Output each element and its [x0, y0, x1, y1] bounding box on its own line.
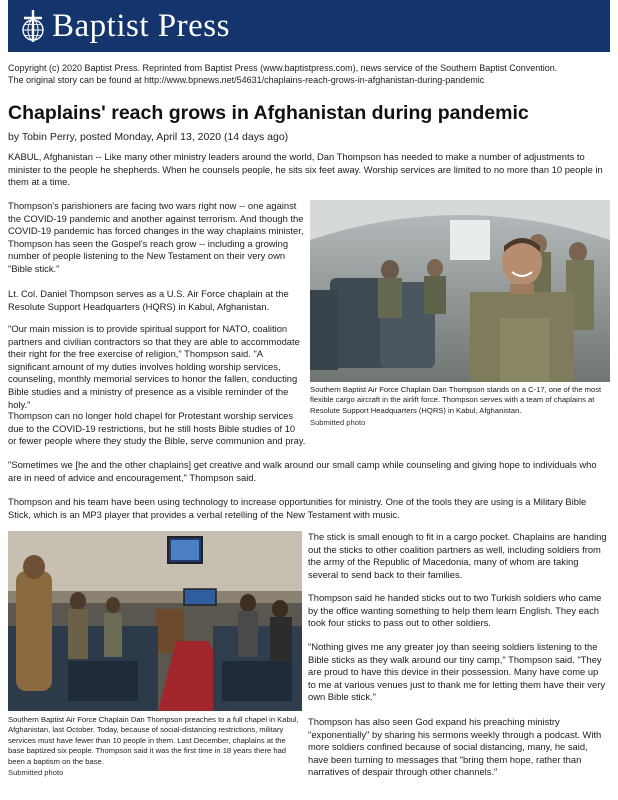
paragraph: Thompson's parishioners are facing two wars right now -- one against the COVID-19 pandemic and another against terrorism. And though the COVID-19 pandemic has forced changes in the way chaplains minister, Thompson has seen the Gospel's reach grow -- including a growing number of people listening to the New Testament on their very own "Bible stick." — [8, 200, 304, 274]
paragraph: "Nothing gives me any greater joy than seeing soldiers listening to the Bible sticks as they walk around our tiny camp," Thompson said. "They are proud to have this device in their possession. Many have come up to me at various venues just to thank me for letting them have their very own Bible stick." — [308, 641, 606, 703]
masthead-title: Baptist Press — [52, 7, 230, 44]
source-link[interactable]: The original story can be found at http://www.bpnews.net/54631/chaplains-reach-grows-in-afghanistan-during-pandemic — [8, 75, 485, 85]
photo-credit: Submitted photo — [8, 768, 64, 777]
paragraph: "Our main mission is to provide spiritual support for NATO, coalition partners and civilian contractors so that they are able to accommodate their right for the free exercise of religion," Thompson said. "A significant amount of my duties involves holding worship services, counseling, monthly memorial services to honor the fallen, conducting Bible studies and a ministry of presence as a visible reminder of the holy." — [8, 323, 300, 410]
copyright-line: Copyright (c) 2020 Baptist Press. Reprinted from Baptist Press (www.baptistpress.com), news service of the Southern Baptist Convention. — [8, 63, 558, 73]
photo-credit: Submitted photo — [310, 418, 366, 427]
photo-chaplain-c17-image — [310, 200, 610, 382]
photo-chapel-service-image — [8, 531, 302, 711]
paragraph: Thompson has also seen God expand his preaching ministry "exponentially" by sharing his sermons weekly through a podcast. With more soldiers confined because of social distancing, many, he said, have been turning to messages that "bring them hope, rather than narratives of despair through other channels." — [308, 716, 602, 778]
photo-chaplain-c17 — [310, 200, 610, 382]
article-byline: by Tobin Perry, posted Monday, April 13, 2020 (14 days ago) — [8, 131, 289, 143]
paragraph: Thompson and his team have been using technology to increase opportunities for ministry. One of the tools they are using is a Military Bible Stick, which is an MP3 player that provides a verbal retelling of the New Testament with music. — [8, 496, 587, 520]
photo-caption: Southern Baptist Air Force Chaplain Dan Thompson stands on a C-17, one of the most flexible cargo aircraft in the airlift force. Thompson serves with a team of chaplains at Resolute Support Headquarters (HQRS) in Kabul, Afghanistan. — [310, 385, 602, 415]
paragraph: Lt. Col. Daniel Thompson serves as a U.S. Air Force chaplain at the Resolute Support Headquarters (HQRS) in Kabul, Afghanistan. — [8, 288, 289, 312]
photo-caption: Southern Baptist Air Force Chaplain Dan Thompson preaches to a full chapel in Kabul, Afghanistan, last October. Today, because of social-distancing restrictions, military services must have fewer than 10 people in them. Last December, chaplains at the base baptized six people. Thompson said it was the first time in 18 years there had been a baptism on the base. — [8, 715, 299, 766]
photo-chapel-service — [8, 531, 302, 711]
article-headline: Chaplains' reach grows in Afghanistan during pandemic — [8, 102, 529, 124]
paragraph: Thompson can no longer hold chapel for Protestant worship services due to the COVID-19 restrictions, but he still hosts Bible studies of 10 or fewer people where they study the Bible, serve communion and pray. — [8, 410, 306, 447]
paragraph: "Sometimes we [he and the other chaplains] get creative and walk around our small camp while counseling and giving hope to individuals who are in need of advice and encouragement," Thompson said. — [8, 459, 597, 483]
copyright-notice — [8, 62, 608, 86]
masthead-banner — [8, 0, 610, 52]
paragraph: Thompson said he handed sticks out to two Turkish soldiers who came by the office wanting something to help them learn English. They each took four sticks to pass out to other soldiers. — [308, 592, 602, 629]
globe-cross-icon — [20, 9, 46, 43]
paragraph: KABUL, Afghanistan -- Like many other ministry leaders around the world, Dan Thompson has needed to make a number of adjustments to minister to the people he shepherds. When he counsels people, he sits six feet away. Worship services are limited to no more than 10 people in them at a time. — [8, 151, 603, 188]
paragraph: The stick is small enough to fit in a cargo pocket. Chaplains are handing out the sticks to other coalition partners as well, including soldiers from the army of the Republic of Macedonia, many of whom are taking several to send back to their families. — [308, 531, 607, 580]
